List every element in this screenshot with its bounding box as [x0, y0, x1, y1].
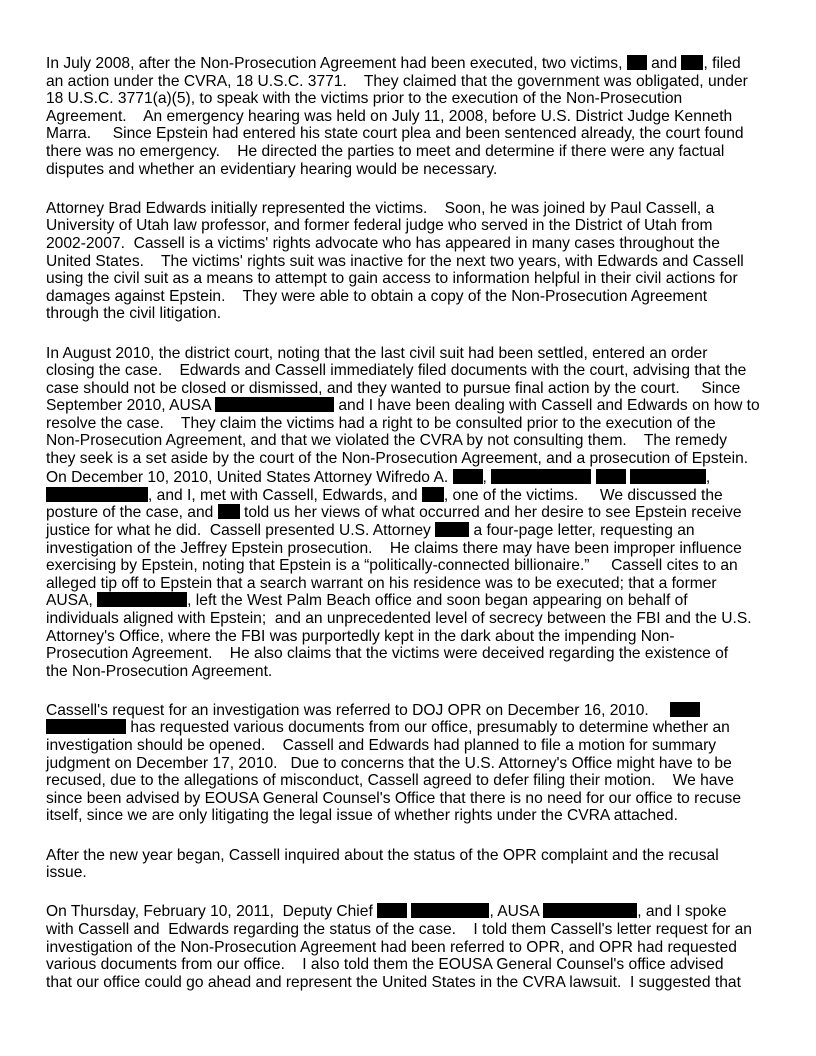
text-line — [46, 939, 786, 957]
text-segment: since been advised by EOUSA General Counsel's Office that there is no need for our office to recuse — [46, 789, 741, 807]
redaction-block — [218, 504, 240, 519]
redaction-block — [377, 903, 407, 918]
text-segment: with Cassell and Edwards regarding the status of the case. I told them Cassell's letter request for an — [46, 921, 752, 938]
redaction-block — [422, 487, 444, 502]
text-line — [46, 575, 786, 593]
text-line — [46, 807, 786, 825]
text-line — [46, 143, 786, 161]
text-line — [46, 415, 786, 433]
text-line — [46, 305, 786, 323]
text-line — [46, 200, 786, 218]
text-line — [46, 628, 786, 646]
text-line — [46, 345, 786, 363]
text-segment: Non-Prosecution Agreement, and that we violated the CVRA by not consulting them. The remedy — [46, 432, 728, 450]
text-segment: individuals aligned with Epstein; and an unprecedented level of secrecy between the FBI and the U.S. — [46, 609, 752, 627]
text-line — [46, 645, 786, 663]
text-segment: and — [646, 55, 682, 72]
text-segment: resolve the case. They claim the victims had a right to be consulted prior to the execution of the — [46, 414, 716, 432]
text-segment: , one of the victims. We discussed the — [443, 486, 723, 504]
text-segment: and I have been dealing with Cassell and Edwards on how to — [334, 397, 760, 415]
text-segment: recused, due to the allegations of misconduct, Cassell agreed to defer filing their motion. We have — [46, 772, 734, 790]
text-segment: September 2010, AUSA — [46, 397, 216, 415]
text-segment: there was no emergency. He directed the parties to meet and determine if there were any factual — [46, 142, 725, 160]
text-line — [46, 755, 786, 773]
text-line — [46, 557, 786, 575]
text-segment: , left the West Palm Beach office and soon began appearing on behalf of — [187, 592, 688, 610]
text-line — [46, 161, 786, 179]
text-segment: , filed — [703, 55, 741, 72]
paragraph — [46, 200, 786, 323]
redaction-block — [491, 469, 591, 484]
text-line — [46, 956, 786, 974]
text-segment: disputes and whether an evidentiary hearing would be necessary. — [46, 160, 498, 178]
text-line — [46, 432, 786, 450]
text-segment: , AUSA — [489, 903, 544, 921]
text-segment: In July 2008, after the Non-Prosecution Agreement had been executed, two victims, — [46, 55, 627, 72]
redaction-block — [670, 702, 700, 717]
text-segment: various documents from our office. I also told them the EOUSA General Counsel's office advised — [46, 956, 724, 974]
text-line — [46, 663, 786, 681]
text-segment: they seek is a set aside by the court of the Non-Prosecution Agreement, and a prosecution of Epstein. — [46, 450, 749, 468]
text-line — [46, 397, 786, 415]
paragraph — [46, 345, 786, 468]
text-line — [46, 450, 786, 468]
text-segment: a four-page letter, requesting an — [469, 521, 695, 539]
text-line — [46, 702, 786, 720]
redaction-block — [627, 55, 647, 70]
paragraph — [46, 55, 786, 178]
text-segment: told us her views of what occurred and her desire to see Epstein receive — [239, 504, 742, 522]
text-segment: an action under the CVRA, 18 U.S.C. 3771. They claimed that the government was obligated, under — [46, 72, 748, 90]
text-segment: the Non-Prosecution Agreement. — [46, 662, 273, 680]
text-segment: posture of the case, and — [46, 504, 218, 522]
text-segment: 18 U.S.C. 3771(a)(5), to speak with the victims prior to the execution of the Non-Prosecution — [46, 90, 683, 108]
redaction-block — [543, 903, 637, 918]
paragraph — [46, 702, 786, 825]
redaction-block — [46, 719, 126, 734]
text-segment: has requested various documents from our office, presumably to determine whether an — [126, 719, 730, 737]
text-segment: Agreement. An emergency hearing was held on July 11, 2008, before U.S. District Judge Kenneth — [46, 107, 733, 125]
text-line — [46, 469, 786, 487]
text-line — [46, 90, 786, 108]
redaction-block — [435, 522, 469, 537]
text-line — [46, 270, 786, 288]
text-segment: On Thursday, February 10, 2011, Deputy Chief — [46, 903, 378, 921]
text-segment: justice for what he did. Cassell presented U.S. Attorney — [46, 521, 436, 539]
text-segment: itself, since we are only litigating the legal issue of whether rights under the CVRA attached. — [46, 807, 678, 825]
text-line — [46, 235, 786, 253]
text-line — [46, 288, 786, 306]
text-segment: Cassell's request for an investigation was referred to DOJ OPR on December 16, 2010. — [46, 701, 671, 719]
text-line — [46, 719, 786, 737]
redaction-block — [411, 903, 489, 918]
text-line — [46, 108, 786, 126]
text-segment: , — [482, 469, 492, 487]
text-segment: closing the case. Edwards and Cassell immediately filed documents with the court, advising that the — [46, 362, 747, 380]
text-segment: judgment on December 17, 2010. Due to concerns that the U.S. Attorney's Office might have to be — [46, 754, 732, 772]
text-line — [46, 217, 786, 235]
text-line — [46, 903, 786, 921]
text-segment: , — [705, 469, 711, 487]
text-segment: investigation of the Jeffrey Epstein prosecution. He claims there may have been improper influence — [46, 539, 742, 557]
text-segment: through the civil litigation. — [46, 305, 222, 323]
text-segment: exercising by Epstein, noting that Epstein is a “politically-connected billionaire.” Cassell cites to an — [46, 557, 738, 575]
redaction-block — [630, 469, 706, 484]
text-line — [46, 55, 786, 73]
text-segment: using the civil suit as a means to attempt to gain access to information helpful in their civil actions for — [46, 270, 738, 288]
paragraph — [46, 903, 786, 991]
text-segment: On December 10, 2010, United States Attorney Wifredo A. — [46, 469, 453, 487]
text-segment: AUSA, — [46, 592, 98, 610]
text-segment: , and I, met with Cassell, Edwards, and — [148, 486, 422, 504]
paragraph — [46, 469, 786, 680]
text-segment: case should not be closed or dismissed, and they wanted to pursue final action by the court. Since — [46, 379, 741, 397]
text-segment: Attorney Brad Edwards initially represented the victims. Soon, he was joined by Paul Cassell, a — [46, 199, 715, 217]
text-line — [46, 73, 786, 91]
text-line — [46, 592, 786, 610]
text-segment: United States. The victims' rights suit was inactive for the next two years, with Edwards and Cassell — [46, 252, 744, 270]
text-line — [46, 864, 786, 882]
text-segment: issue. — [46, 864, 87, 882]
text-segment: that our office could go ahead and represent the United States in the CVRA lawsuit. I suggested that — [46, 973, 741, 991]
redaction-block — [453, 469, 483, 484]
text-line — [46, 362, 786, 380]
redaction-block — [596, 469, 626, 484]
text-line — [46, 921, 786, 939]
redaction-block — [46, 487, 148, 502]
text-line — [46, 504, 786, 522]
text-line — [46, 522, 786, 540]
text-segment: investigation of the Non-Prosecution Agreement had been referred to OPR, and OPR had requested — [46, 938, 737, 956]
text-line — [46, 610, 786, 628]
text-line — [46, 487, 786, 505]
text-line — [46, 847, 786, 865]
document-body — [46, 55, 786, 1013]
redaction-block — [215, 397, 334, 412]
text-segment: alleged tip off to Epstein that a search warrant on his residence was to be executed; that a former — [46, 574, 717, 592]
paragraph — [46, 847, 786, 882]
text-line — [46, 253, 786, 271]
text-segment: Prosecution Agreement. He also claims that the victims were deceived regarding the existence of — [46, 645, 729, 663]
text-segment: 2002-2007. Cassell is a victims' rights advocate who has appeared in many cases throughout the — [46, 234, 720, 252]
text-segment: Marra. Since Epstein had entered his state court plea and been sentenced already, the court found — [46, 125, 744, 143]
redaction-block — [681, 55, 703, 70]
text-line — [46, 380, 786, 398]
text-segment: , and I spoke — [637, 903, 727, 921]
text-line — [46, 772, 786, 790]
text-segment: investigation should be opened. Cassell and Edwards had planned to file a motion for summary — [46, 737, 717, 755]
text-segment: Attorney's Office, where the FBI was purportedly kept in the dark about the impending Non- — [46, 627, 675, 645]
redaction-block — [97, 592, 187, 607]
text-segment: University of Utah law professor, and former federal judge who served in the District of Utah from — [46, 217, 713, 235]
text-line — [46, 790, 786, 808]
text-line — [46, 974, 786, 992]
text-line — [46, 540, 786, 558]
text-line — [46, 737, 786, 755]
text-segment: In August 2010, the district court, noting that the last civil suit had been settled, entered an order — [46, 344, 708, 362]
text-segment: damages against Epstein. They were able to obtain a copy of the Non-Prosecution Agreement — [46, 287, 708, 305]
text-line — [46, 125, 786, 143]
text-segment: After the new year began, Cassell inquired about the status of the OPR complaint and the recusal — [46, 846, 719, 864]
